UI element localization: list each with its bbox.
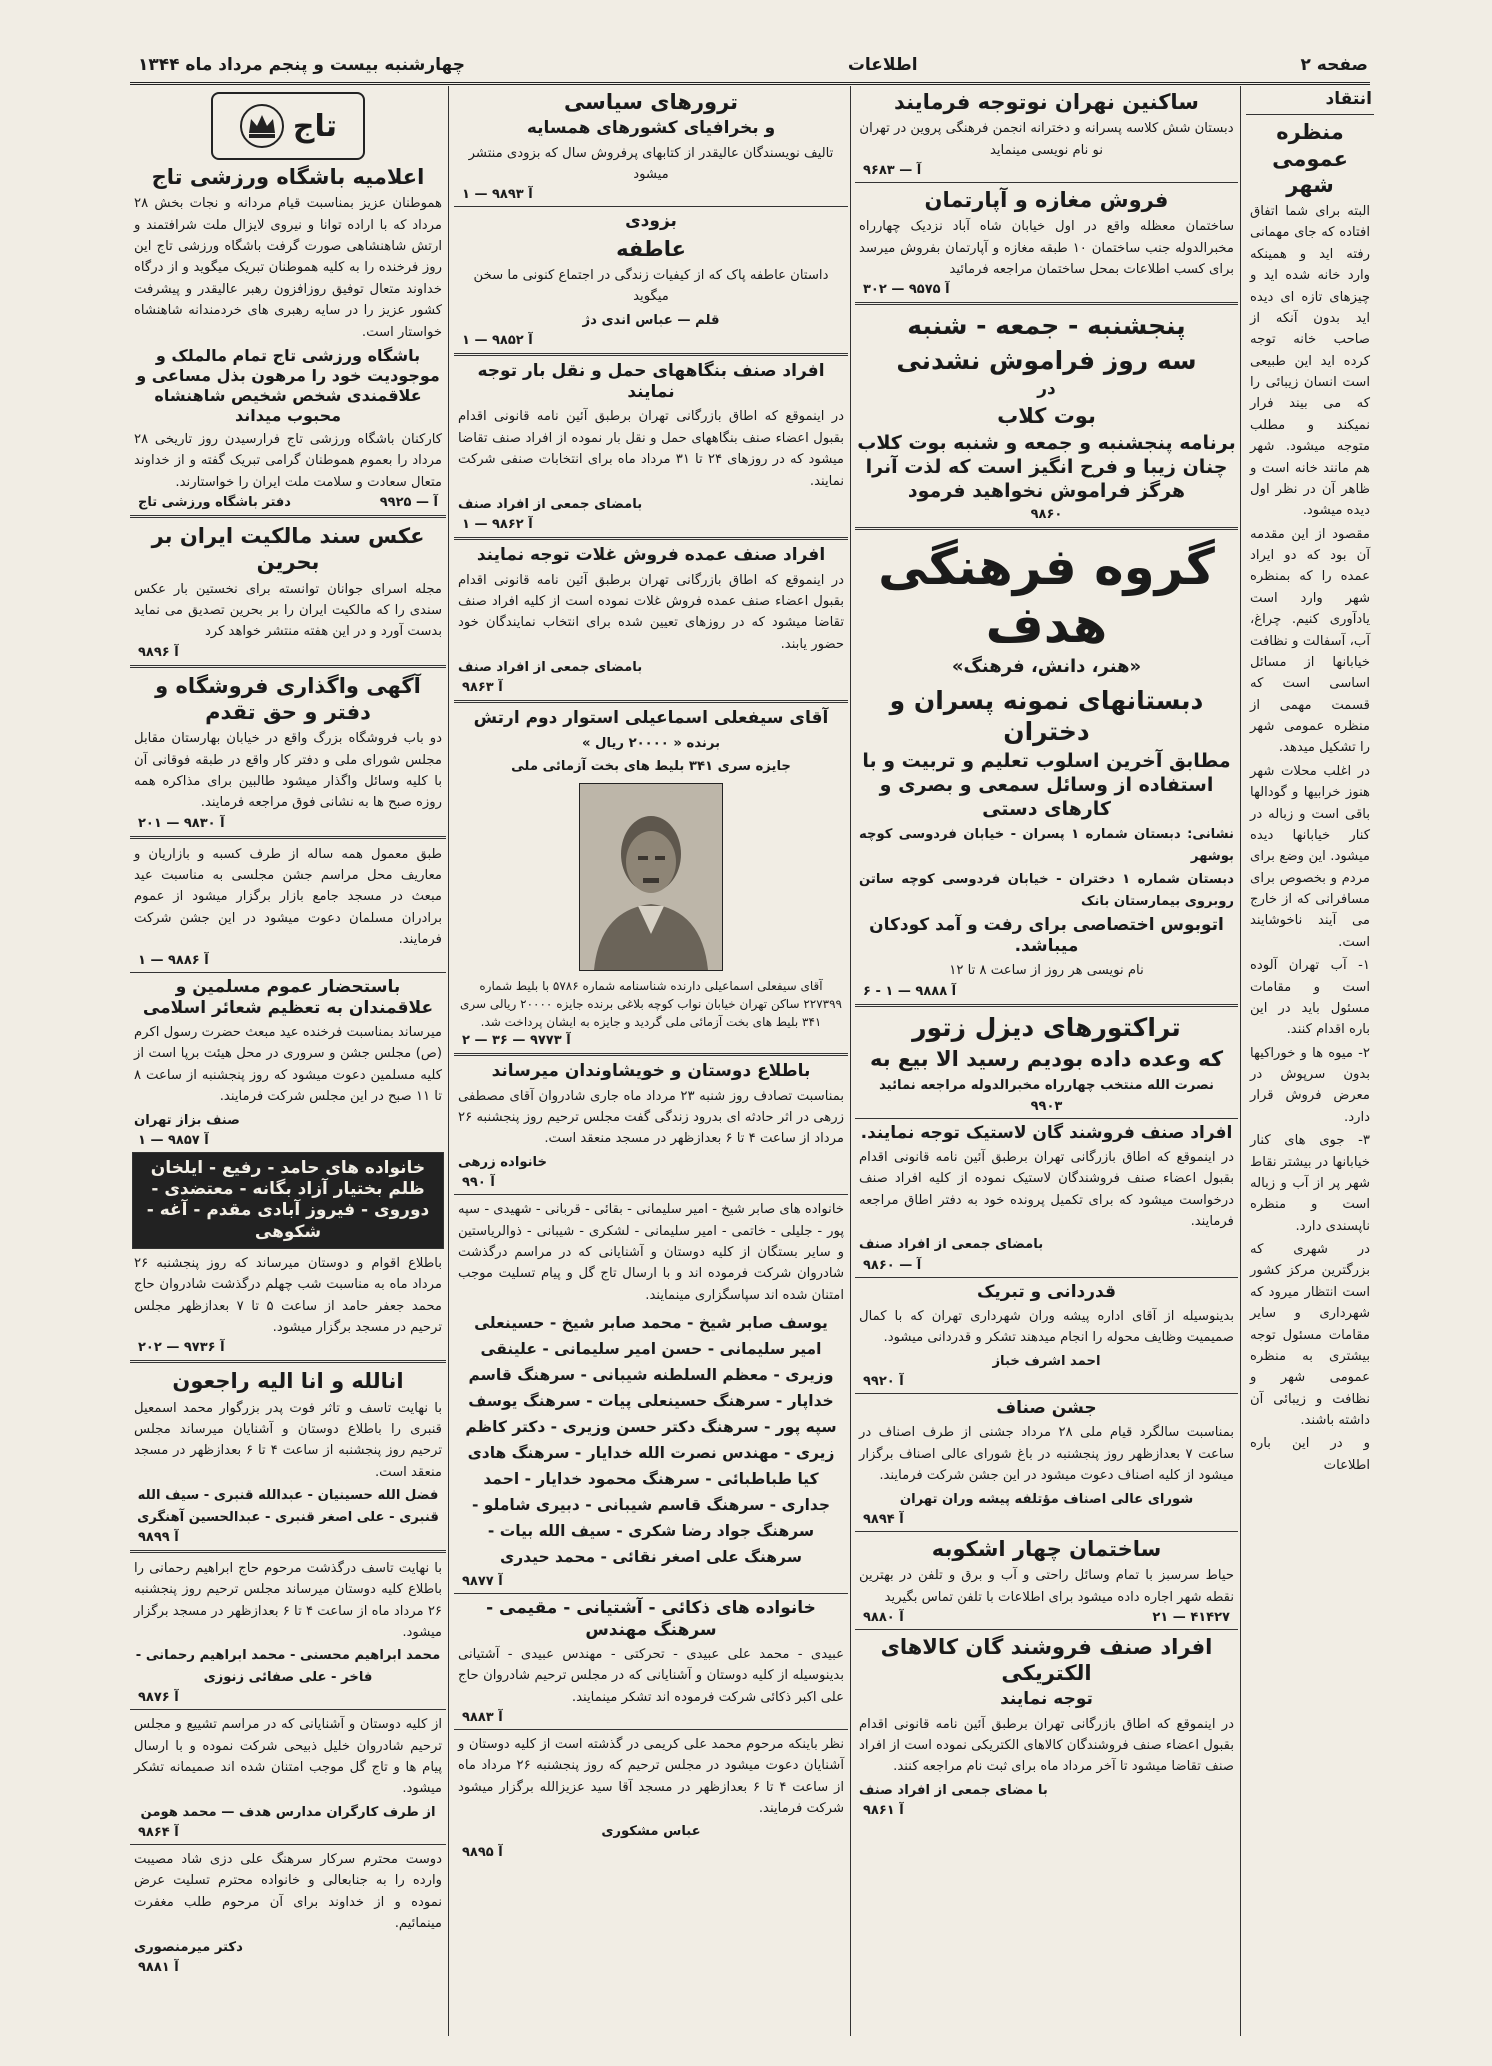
ad-block <box>130 1558 446 1705</box>
ad-ref: آ ۹۸۸۰ <box>863 1609 904 1625</box>
ad-block <box>855 1282 1238 1389</box>
ad-block <box>454 1061 848 1190</box>
ad-body: تالیف نویسندگان عالیقدر از کتابهای پرفروش سال که بزودی منتشر میشود <box>468 145 834 182</box>
ad-body: داستان عاطفه پاک که از کیفیات زندگی در اجتماع کنونی ما سخن میگوید <box>473 267 829 305</box>
taj-club-logo <box>211 92 365 160</box>
ad-ref: آ — ۹۹۲۵ <box>379 495 438 510</box>
ad-body: مجله اسرای جوانان توانسته برای نخستین بار عکس سندی را که مالکیت ایران را بر بحرین تصدیق می نماید بدست آورد و در این هفته منتشر خواهد کرد <box>134 581 442 640</box>
ad-ref: آ ۹۸۵۲ — ۱ <box>462 332 533 348</box>
ad-body: بدینوسیله از آقای اداره پیشه وران شهرداری تهران که با کمال صمیمیت وظایف محوله را انجام میدهند تشکر و قدردانی میشود. <box>859 1309 1234 1346</box>
ad-block <box>454 1598 848 1725</box>
ad-title: عکس سند مالکیت ایران بر بحرین <box>151 524 425 575</box>
ad-title: ساکنین نهران نوتوجه فرمایند <box>894 90 1199 114</box>
ad-block <box>130 673 446 831</box>
ad-signature: شورای عالی اصناف مؤتلفه پیشه وران تهران <box>899 1491 1194 1507</box>
ad-block <box>855 1123 1238 1273</box>
article-paragraph: ۲- میوه ها و خوراکیها بدون سرپوش در معرض فروش قرار دارد. <box>1250 1045 1370 1125</box>
ad-block <box>130 523 446 660</box>
ad-block <box>454 545 848 695</box>
announcement-body: کارکنان باشگاه ورزشی تاج فرارسیدن روز تاریخی ۲۸ مرداد را بعموم هموطنان گرامی تبریک گفته و از خداوند متعال سعادت و سلامت ملت ایران را خواستارند. <box>134 431 442 490</box>
ad-body: عبیدی - محمد علی عبیدی - تحرکتی - مهندس عبیدی - آشتیانی بدینوسیله از کلیه دوستان و آشنایانی که در مجلس ترحیم شادروان حاج علی اکبر ذکائی شرکت فرموده اند تشکر مینمایند. <box>458 1646 844 1705</box>
ad-block <box>855 89 1238 178</box>
ad-names: فضل الله حسینیان - عبدالله قنبری - سیف الله قنبری - علی اصغر قنبری - عبدالحسین آهنگری <box>137 1488 439 1525</box>
ad-title: افراد صنف بنگاههای حمل و نقل بار توجه نمایند <box>477 360 825 403</box>
ad-kicker: بزودی <box>625 211 677 232</box>
article-title: منظره عمومی شهر <box>1272 120 1348 197</box>
logo-text: تاج <box>292 108 338 144</box>
ad-in: در <box>1037 378 1056 399</box>
ad-block <box>855 1634 1238 1818</box>
ad-signature: صنف بزاز تهران <box>134 1112 240 1128</box>
ad-body: طبق معمول همه ساله از طرف کسبه و بازاریان و معاریف محل مراسم جشن مجلسی به مناسبت عید مبعث در مسجد جامع بازار برگزار میشود از عموم برادران مسلمان دعوت میشود در این جشن شرکت فرمایند. <box>134 846 442 948</box>
ad-ref: آ ۹۸۷۶ <box>138 1690 179 1706</box>
article-paragraph: مقصود از این مقدمه آن بود که دو ایراد عمده را که بمنظره شهر وارد است یادآوری کنیم. چراغ، آب، آسفالت و نظافت خیابانها از مسائل اساسی است که قسمت مهمی از منظره عمومی شهر را تشکیل میدهد. <box>1250 526 1370 756</box>
ad-address: نشانی: دبستان شماره ۱ پسران - خیابان فردوسی کوچه بوشهر <box>859 827 1234 864</box>
photo-caption: آقای سیفعلی اسماعیلی دارنده شناسنامه شماره ۵۷۸۶ با بلیط شماره ۲۲۷۳۹۹ ساکن تهران خیابان نواب کوچه بلاغی برنده جایزه ۲۰۰۰۰ ریالی سری ۳۴۱ بلیط های بخت آزمائی ملی گردید و جایزه به ایشان پرداخت شد. <box>459 979 842 1030</box>
ad-title: فروش مغازه و آپارتمان <box>924 188 1169 212</box>
ad-signature: بامضای جمعی از افراد صنف <box>458 496 643 512</box>
ad-body: نصرت الله منتخب چهارراه مخبرالدوله مراجعه نمائید <box>879 1078 1214 1094</box>
column-divider <box>1240 86 1241 2036</box>
ad-body: ساختمان معظله واقع در اول خیابان شاه آباد نزدیک چهارراه مخبرالدوله جنب ساختمان ۱۰ طبقه مغازه و آپارتمان بفروش میرسد برای کسب اطلاعات بمحل ساختمان مراجعه فرمائید <box>859 219 1234 277</box>
ad-block <box>454 361 848 532</box>
ad-block <box>454 211 848 348</box>
ad-title: باستحضار عموم مسلمین و علاقمندان به تعظیم شعائر اسلامی <box>142 976 434 1018</box>
ad-block <box>454 89 848 202</box>
ad-title: افراد صنف فروشند گان لاستیک توجه نمایند. <box>860 1122 1233 1143</box>
ad-body: با نهایت تاسف درگذشت مرحوم حاج ابراهیم رحمانی را باطلاع کلیه دوستان میرساند مجلس ترحیم روز پنجشنبه ۲۶ مرداد ماه از ساعت ۴ تا ۶ بعدازظهر در مسجد برگزار میشود. <box>134 1560 442 1640</box>
ad-ref: آ ۹۵۷۵ — ۳۰۲ <box>863 282 950 298</box>
ad-subtitle: که وعده داده بودیم رسید الا بیع به <box>869 1047 1224 1071</box>
column-ads-3 <box>454 86 848 2036</box>
ad-body: در اینموقع که اطاق بازرگانی تهران برطبق آئین نامه قانونی اقدام بقبول اعضاء صنف عمده فروش غلات نموده است از کلیه افراد صنف تقاضا میشود که در روزهای تعیین شده برای انتخاب نمایندگان خود حضور یابند. <box>458 572 844 652</box>
ad-ref: آ ۹۷۷۳ — ۳۶ — ۲ <box>462 1033 571 1049</box>
ad-title: آقای سیفعلی اسماعیلی استوار دوم ارتش <box>473 708 829 729</box>
ad-title: ترورهای سیاسی <box>563 90 739 114</box>
ad-subtitle: توجه نمایند <box>1000 1689 1093 1710</box>
ad-body: در اینموقع که اطاق بازرگانی تهران برطبق آئین نامه قانونی اقدام بقبول اعضاء صنف بنگاههای حمل و نقل بار نموده از افراد صنف تقاضا میشود که در روزهای ۲۴ تا ۳۱ مرداد ماه برای انتخابات صنفی شرکت نمایند. <box>458 409 844 489</box>
column-ads-4 <box>130 86 446 2036</box>
ad-title: قدردانی و تبریک <box>977 1281 1116 1302</box>
ad-boot-club <box>855 310 1238 521</box>
ad-tractor <box>855 1012 1238 1114</box>
ad-subtitle: دبستانهای نمونه پسران و دختران <box>889 685 1204 746</box>
ad-block <box>454 1734 848 1860</box>
ad-motto: «هنر، دانش، فرهنگ» <box>951 655 1142 677</box>
ad-signature: عباس مشکوری <box>601 1824 701 1840</box>
ad-ref: آ ۹۸۹۵ <box>462 1844 503 1860</box>
announcement-body: هموطنان عزیز بمناسبت قیام مردانه و نجات بخش ۲۸ مرداد که با اراده توانا و نیروی لایزال ملت شرافتمند و ارتش شاهنشاهی صورت گرفت باشگاه ورزشی تاج این روز فرخنده را به کلیه هموطنان تبریک میگوید و از درگاه خداوند متعال توفیق روزافزون رهبر عالیقدر و پیشرفت کشور عزیز را در سایه رهبری های خردمندانه شاهنشاه خواستار است. <box>134 196 442 340</box>
column-ads-2 <box>855 86 1238 2036</box>
ad-body: مطابق آخرین اسلوب تعلیم و تربیت و با استفاده از وسائل سمعی و بصری و کارهای دستی <box>862 750 1231 820</box>
announcement-title: اعلامیه باشگاه ورزشی تاج <box>151 165 425 189</box>
ad-block <box>130 1368 446 1545</box>
ad-body: با نهایت تاسف و تاثر فوت پدر بزرگوار محمد اسمعیل قنبری را باطلاع دوستان و آشنایان میرساند مجلس ترحیم روز پنجشنبه از ساعت ۴ تا ۶ بعدازظهر در مسجد منعقد است. <box>134 1400 443 1480</box>
announcement-slogan: باشگاه ورزشی تاج تمام مالملک و موجودیت خود را مرهون بذل مساعی و علاقمندی شخص شخیص شاهنشاه محبوب میداند <box>136 345 440 425</box>
ad-block <box>130 1253 446 1356</box>
column-divider <box>448 86 449 2036</box>
ad-block <box>855 1536 1238 1625</box>
ad-ref: آ ۹۸۹۴ <box>863 1511 904 1527</box>
ad-block <box>454 1199 848 1589</box>
ad-ref: آ ۹۸۹۹ <box>138 1529 179 1545</box>
ad-body: حیاط سرسبز با تمام وسائل راحتی و آب و برق و تلفن در بهترین نقطه شهر اجاره داده میشود برای اطلاعات با تلفن تماس بگیرید <box>859 1568 1234 1605</box>
ad-body: از کلیه دوستان و آشنایانی که در مراسم تشییع و مجلس ترحیم شادروان خلیل ذبیحی شرکت نموده و با ارسال پیام ها و تاج گل موجب امتنان شده اند صمیمانه تشکر میشود. <box>134 1717 442 1797</box>
issue-date: چهارشنبه بیست و پنجم مرداد ماه ۱۳۴۴ <box>138 55 465 75</box>
crown-icon <box>239 103 285 149</box>
ad-ref: آ ۹۸۵۷ — ۱ <box>138 1132 209 1148</box>
article-paragraph: ۳- جوی های کنار خیابانها در بیشتر نقاط شهر پر از آب و زباله است و منظره ناپسندی دارد. <box>1250 1133 1370 1234</box>
ad-block <box>130 844 446 968</box>
page-number: صفحه ۲ <box>1300 55 1368 75</box>
section-label: انتقاد <box>1325 89 1372 109</box>
article-paragraph: ۱- آب تهران آلوده است و مقامات مسئول باید در این باره اقدام کنند. <box>1250 958 1370 1038</box>
column-criticism <box>1246 86 1374 2036</box>
ad-signature: احمد اشرف خباز <box>992 1353 1101 1369</box>
ad-ref: آ ۹۸۸۸ — ۱ - ۶ <box>863 983 957 999</box>
ad-author: قلم — عباس اندی دژ <box>582 312 720 328</box>
newspaper-name: اطلاعات <box>847 55 918 75</box>
ad-venue: بوت کلاب <box>997 404 1096 429</box>
ad-title: جشن صناف <box>996 1398 1097 1419</box>
ad-body: بمناسبت تصادف روز شنبه ۲۳ مرداد ماه جاری شادروان آقای مصطفی زرهی در اثر حادثه ای بدرود زندگی گفت مجلس ترحیم روز پنجشنبه ۲۶ مرداد از ساعت ۴ تا ۶ بعدازظهر در مسجد منعقد است. <box>458 1088 844 1147</box>
ad-ref: ۹۹۰۳ <box>1030 1098 1063 1114</box>
ad-body: در اینموقع که اطاق بازرگانی تهران برطبق آئین نامه قانونی اقدام بقبول اعضاء صنف فروشندگان کالاهای الکتریکی نموده است از افراد صنف تقاضا میشود تا آخر مرداد ماه برای ثبت نام مراجعه کنند. <box>859 1716 1234 1775</box>
ad-days: پنجشنبه - جمعه - شنبه <box>907 311 1186 341</box>
ad-ref: آ ۹۷۳۶ — ۲۰۲ <box>138 1340 225 1356</box>
ad-ref: آ ۹۹۲۰ <box>863 1374 904 1390</box>
ad-ref: ۹۸۶۰ <box>1030 506 1063 522</box>
ad-ref: آ ۹۸۳۰ — ۲۰۱ <box>138 815 225 831</box>
ad-block <box>130 977 446 1148</box>
masthead-rule <box>130 82 1370 85</box>
ad-title: خانواده های ذکائی - آشتیانی - مقیمی - سرهنگ مهندس <box>486 1598 816 1640</box>
family-banner <box>132 1152 444 1249</box>
ad-signature: از طرف کارگران مدارس هدف — محمد هومن <box>140 1804 436 1820</box>
ad-title: باطلاع دوستان و خویشاوندان میرساند <box>491 1061 811 1082</box>
ad-title: گروه فرهنگی هدف <box>878 537 1215 654</box>
ad-body: میرساند بمناسبت فرخنده عید مبعث حضرت رسول اکرم (ص) مجلس جشن و سروری در محل هیئت برپا است از کلیه مسلمین دعوت میشود که روز پنجشنبه از ساعت ۸ تا ۱۱ صبح در این مجلس شرکت فرمایند. <box>134 1025 442 1105</box>
ad-body: دوست محترم سرکار سرهنگ علی دزی شاد مصیبت وارده را به جنابعالی و خانواده محترم تسلیت عرض نموده و از خداوند برای آن مرحوم طلب مغفرت مینمائیم. <box>134 1852 442 1932</box>
ad-ref: آ ۹۸۶۴ <box>138 1825 179 1840</box>
ad-names: محمد ابراهیم محسنی - محمد ابراهیم رحمانی - فاخر - علی صفائی زنوزی <box>135 1648 441 1685</box>
ad-title: افراد صنف فروشند گان کالاهای الکتریکی <box>880 1634 1213 1686</box>
ad-ref: آ — ۹۸۶۰ <box>863 1257 922 1273</box>
ad-registration: نام نویسی هر روز از ساعت ۸ تا ۱۲ <box>949 963 1144 979</box>
ad-ref: آ ۹۸۶۱ <box>863 1803 904 1819</box>
ad-names: یوسف صابر شیخ - محمد صابر شیخ - حسینعلی امیر سلیمانی - حسن امیر سلیمانی - علینقی وزیری - معظم السلطنه شیبانی - سرهنگ قاسم خداپار - سرهنگ حسینعلی پیات - سرهنگ یوسف سپه پور - سرهنگ دکتر حسن وزیری - دکتر کاظم زیری - مهندس نصرت الله خدایار - سرهنگ هادی کیا طباطبائی - سرهنگ محمود خدایار - احمد جداری - سرهنگ قاسم شیبانی - دبیری شاملو - سرهنگ جواد رضا شکری - سیف الله بیات - سرهنگ علی اصغر نقائی - محمد حیدری <box>465 1314 837 1567</box>
ad-ref: آ ۹۸۶۳ <box>462 680 503 696</box>
ad-ref: آ — ۹۶۸۳ <box>863 163 922 178</box>
ad-address: دبستان شماره ۱ دختران - خیابان فردوسی کوچه ساتن روبروی بیمارستان بانک <box>859 872 1234 909</box>
portrait-image <box>580 784 722 970</box>
ad-body: نظر باینکه مرحوم محمد علی کریمی در گذشته است از کلیه دوستان و آشنایان دعوت میشود در مجلس ترحیم که روز پنجشنبه ۲۶ مرداد ماه از ساعت ۴ تا ۶ بعدازظهر در مسجد آقا سید عزیزالله برگزار میشود شرکت فرمایند. <box>458 1736 845 1817</box>
ad-title: آگهی واگذاری فروشگاه و دفتر و حق تقدم <box>155 673 421 724</box>
ad-body: برنامه پنجشنبه و جمعه و شنبه بوت کلاب چنان زیبا و فرح انگیز است که لذت آنرا هرگز فراموش نخواهید فرمود <box>857 432 1236 502</box>
ad-bus: اتوبوس اختصاصی برای رفت و آمد کودکان میباشد. <box>869 914 1224 957</box>
ad-ref: آ ۹۹۰ <box>462 1175 495 1191</box>
ad-signature: بامضای جمعی از افراد صنف <box>458 660 643 675</box>
ad-signature: خانواده زرهی <box>458 1154 548 1170</box>
ad-signature: با مضای جمعی از افراد صنف <box>859 1782 1048 1798</box>
ad-body: باطلاع اقوام و دوستان میرساند که روز پنجشنبه ۲۶ مرداد ماه به مناسبت شب چهلم درگذشت شادروان حاج محمد جعفر حامد از ساعت ۵ تا ۷ بعدازظهر مجلس ترحیم در مسجد برگزار میشود. <box>134 1255 442 1335</box>
ad-lottery-winner <box>454 708 848 1048</box>
ad-block <box>130 1714 446 1840</box>
ad-block <box>855 187 1238 297</box>
ad-ref: آ ۹۸۶۲ — ۱ <box>462 517 533 533</box>
ad-phone: ۴۱۴۲۷ — ۲۱ <box>1152 1609 1230 1625</box>
ad-headline: سه روز فراموش نشدنی <box>896 345 1197 375</box>
ad-title: انالله و انا الیه راجعون <box>172 1369 404 1394</box>
ad-ref: آ ۹۸۷۷ <box>462 1574 503 1590</box>
ad-lottery: جایزه سری ۳۴۱ بلیط های بخت آزمائی ملی <box>511 759 791 774</box>
ad-block <box>855 1398 1238 1527</box>
ad-ref: آ ۹۸۸۱ <box>138 1959 179 1975</box>
ad-ref: آ ۹۸۹۶ <box>138 644 179 660</box>
ad-title: ساختمان چهار اشکوبه <box>931 1536 1162 1561</box>
ad-body: بمناسبت سالگرد قیام ملی ۲۸ مرداد جشنی از طرف اصناف در ساعت ۷ بعدازظهر روز پنجشنبه در باغ شورای عالی اصناف برگزار میشود از کلیه اصناف دعوت میشود در این جشن شرکت فرمایند. <box>859 1425 1234 1484</box>
ad-title: تراکتورهای دیزل زتور <box>912 1012 1181 1042</box>
ad-title: خانواده های حامد - رفیع - ایلخان ظلم بختیار آزاد بگانه - معتضدی - دوروی - فیروز آبادی مقدم - آغه - شکوهی <box>146 1157 430 1242</box>
winner-portrait <box>579 783 723 971</box>
ad-block <box>130 1849 446 1975</box>
article-closing: و در این باره اطلاعات <box>1250 1436 1370 1473</box>
ad-hadaf-school <box>855 538 1238 999</box>
article-paragraph: در اغلب محلات شهر هنوز خرابیها و گودالها باقی است و زباله در کنار خیابانها دیده میشود. این وضع برای مردم و بخصوص برای مسافرانی که از خارج می آیند ناخوشایند است. <box>1250 763 1370 950</box>
column-divider <box>850 86 851 2036</box>
ad-signature: دکتر میرمنصوری <box>134 1939 243 1955</box>
ad-ref: آ ۹۸۸۳ <box>462 1709 503 1725</box>
ad-body: دبستان شش کلاسه پسرانه و دخترانه انجمن فرهنگی پروین در تهران نو نام نویسی مینماید <box>859 121 1234 158</box>
article-paragraph: در شهری که بزرگترین مرکز کشور است انتظار میرود که شهرداری و سایر مقامات مسئول توجه بیشتری به منظره عمومی شهر و نظافت و زیبائی آن داشته باشند. <box>1250 1242 1370 1428</box>
ad-body: در اینموقع که اطاق بازرگانی تهران برطبق آئین نامه قانونی اقدام بقبول اعضاء صنف فروشندگان لاستیک نموده از کلیه افراد صنف درخواست میشود که برای تکمیل پرونده خود به دفتر اطاق مراجعه فرمایند. <box>859 1149 1234 1229</box>
ad-title: افراد صنف عمده فروش غلات توجه نمایند <box>476 545 826 566</box>
ad-kicker: و بخرافیای کشورهای همسایه <box>526 118 776 139</box>
ad-ref: آ ۹۸۸۶ — ۱ <box>138 952 209 968</box>
ad-body: خانواده های صابر شیخ - امیر سلیمانی - بقائی - قربانی - شهیدی - سپه پور - جلیلی - خاتمی - امیر سلیمانی - لشکری - شیبانی - ذوالریاستین و سایر بستگان از کلیه دوستان و آشنایانی که در مراسم درگذشت شادروان شرکت فرموده اند و با ارسال تاج گل و پیام تسلیت موجب امتنان شده اند سپاسگزاری مینمایند. <box>458 1202 844 1303</box>
article-paragraph: البته برای شما اتفاق افتاده که جای مهمانی رفته اید و همینکه وارد خانه شده اید و چیزهای تازه ای دیده اید بدون آنکه از صاحب خانه توجه کرده اید این طبیعی است انسان زیبائی را که می بیند فرار نمیکند و مطلب متوجه میشود. شهر هم مانند خانه است و ظاهر آن در نظر اول دیده میشود. <box>1250 204 1370 519</box>
ad-title: عاطفه <box>616 236 686 261</box>
announcement-signature: دفتر باشگاه ورزشی تاج <box>138 495 291 510</box>
masthead <box>138 52 1368 78</box>
ad-prize: برنده « ۲۰۰۰۰ ریال » <box>581 735 721 751</box>
ad-ref: آ ۹۸۹۳ — ۱ <box>462 187 533 203</box>
ad-body: دو باب فروشگاه بزرگ واقع در خیابان بهارستان مقابل مجلس شورای ملی و دفتر کار واقع در طبقه فوقانی آن با کلیه وسائل واگذار میشود طالبین برای مذاکره همه روزه صبح ها به نشانی فوق مراجعه فرمایند. <box>134 731 442 811</box>
ad-signature: بامضای جمعی از افراد صنف <box>859 1237 1044 1253</box>
